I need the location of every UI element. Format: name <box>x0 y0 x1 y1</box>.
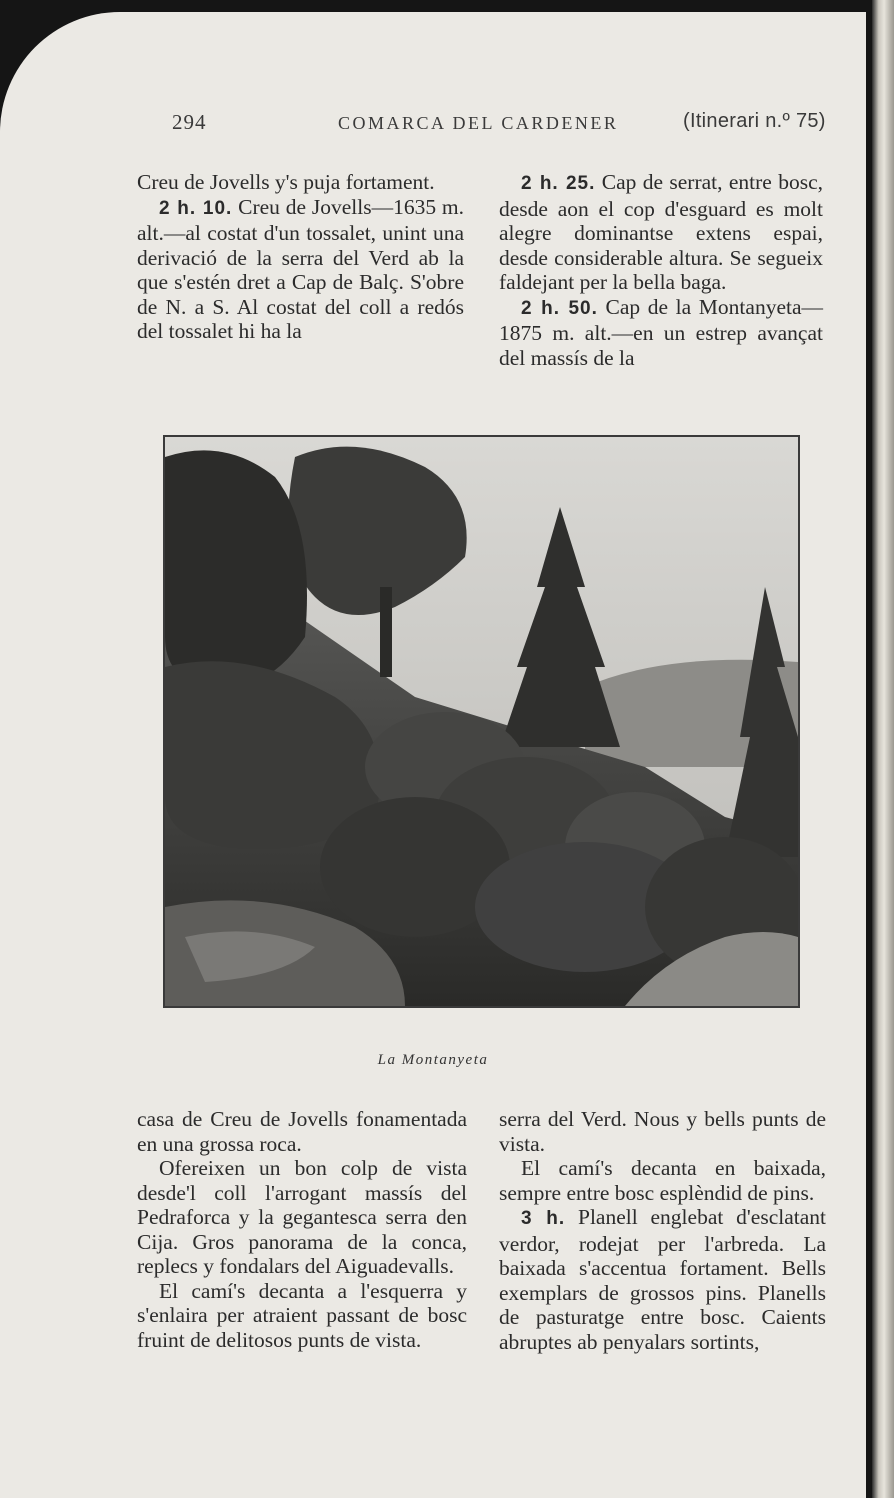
figure-caption: La Montanyeta <box>377 1052 489 1068</box>
book-right-edge <box>872 0 894 1498</box>
itinerary-reference: (Itinerari n.º 75) <box>683 110 826 132</box>
page-header <box>0 110 866 140</box>
paragraph: El camí's decanta en baixada, sempre entre bosc esplèndid de pins. <box>499 1156 826 1205</box>
paragraph-text: Cap de la Montanyeta—1875 m. alt.—en un estrep avançat del massís de la <box>499 294 823 370</box>
bottom-left-column <box>137 1107 467 1352</box>
bottom-right-column <box>499 1107 826 1354</box>
book-page <box>0 12 866 1498</box>
top-left-column <box>137 170 464 344</box>
top-right-column <box>499 170 823 370</box>
paragraph: Ofereixen un bon colp de vista desde'l coll l'arrogant massís del Pedraforca y la gegantesca serra den Cija. Gros panorama de la conca, replecs y fondalars del Aiguadevalls. <box>137 1156 467 1278</box>
paragraph: Creu de Jovells y's puja fortament. <box>137 170 435 194</box>
landscape-photograph <box>163 435 800 1008</box>
time-marker: 2 h. 25. <box>521 173 596 194</box>
paragraph-text: Creu de Jovells—1635 m. alt.—al costat d'un tossalet, unint una derivació de la serra del Verd ab la que s'estén dret a Cap de Balç. S'obre de N. a S. Al costat del coll a redós del tossalet hi ha la <box>137 194 464 343</box>
paragraph <box>499 295 823 371</box>
time-marker: 2 h. 10. <box>159 197 233 219</box>
page-number: 294 <box>172 110 207 134</box>
paragraph: serra del Verd. Nous y bells punts de vista. <box>499 1107 826 1156</box>
paragraph <box>499 170 823 295</box>
paragraph <box>499 1205 826 1354</box>
paragraph-text: Cap de serrat, entre bosc, desde aon el cop d'esguard es molt alegre dominantse extens espai, desde considerable altura. Se segueix faldejant per la bella baga. <box>499 170 823 294</box>
paragraph: casa de Creu de Jovells fonamentada en una grossa roca. <box>137 1107 467 1156</box>
paragraph: El camí's decanta a l'esquerra y s'enlaira per atraient passant de bosc fruint de delitosos punts de vista. <box>137 1278 467 1352</box>
time-marker: 3 h. <box>521 1208 566 1229</box>
time-marker: 2 h. 50. <box>521 297 598 319</box>
running-title: COMARCA DEL CARDENER <box>338 113 619 133</box>
forest-photo-illustration <box>165 437 798 1006</box>
paragraph <box>137 195 464 344</box>
paragraph-text: Planell englebat d'esclatant verdor, rodejat per l'arbreda. La baixada s'accentua fortament. Bells exemplars de grossos pins. Planells de pasturatge entre bosc. Caients abruptes ab penyalars sortints, <box>499 1205 826 1354</box>
